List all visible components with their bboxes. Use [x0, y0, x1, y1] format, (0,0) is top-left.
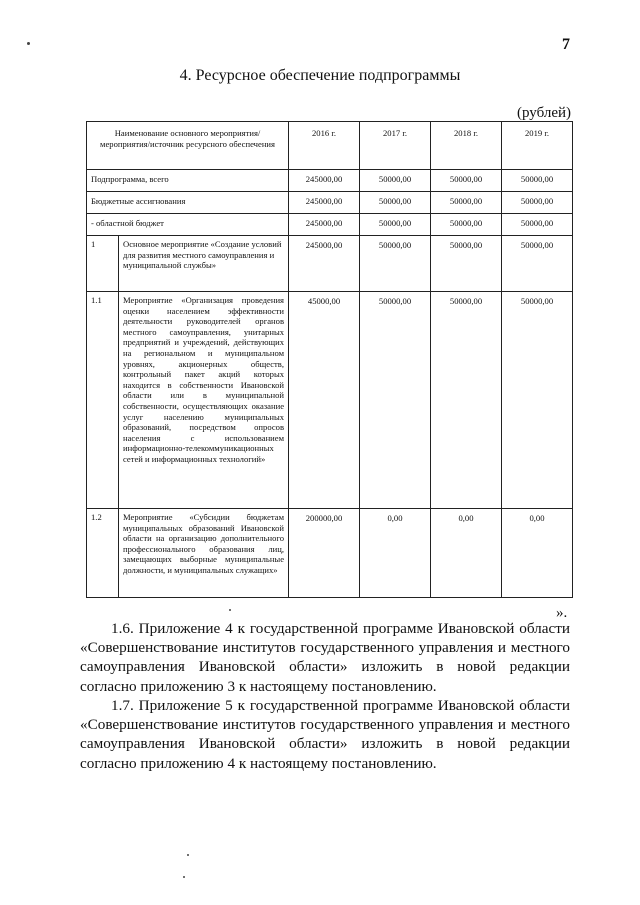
cell-value: 50000,00 [431, 214, 502, 236]
row-number: 1.2 [87, 509, 119, 598]
cell-value: 50000,00 [502, 192, 573, 214]
unit-label: (рублей) [517, 105, 572, 121]
header-year: 2018 г. [431, 122, 502, 170]
cell-value: 50000,00 [431, 192, 502, 214]
row-label: Бюджетные ассигнования [87, 192, 289, 214]
cell-value: 245000,00 [289, 192, 360, 214]
row-label: - областной бюджет [87, 214, 289, 236]
section-heading: 4. Ресурсное обеспечение подпрограммы [179, 67, 461, 84]
cell-value: 50000,00 [360, 214, 431, 236]
cell-value: 0,00 [360, 509, 431, 598]
table-row [87, 214, 573, 236]
scan-speck [183, 876, 185, 878]
header-year: 2017 г. [360, 122, 431, 170]
scan-speck [187, 854, 189, 856]
cell-value: 50000,00 [502, 170, 573, 192]
cell-value: 245000,00 [289, 170, 360, 192]
paragraph-text: 1.6. Приложение 4 к государственной программе Ивановской области «Совершенствование институтов государственного управления и местного самоуправления Ивановской области» изложить в новой редакции согласно приложению 3 к настоящему постановлению. [80, 620, 570, 695]
cell-value: 50000,00 [360, 236, 431, 292]
cell-value: 45000,00 [289, 292, 360, 509]
cell-value: 50000,00 [502, 236, 573, 292]
table-row [87, 192, 573, 214]
paragraph-1-6 [80, 619, 570, 696]
row-label: Основное мероприятие «Создание условий для развития местного самоуправления и муниципальной службы» [119, 236, 289, 292]
scan-speck [27, 42, 30, 45]
header-year: 2019 г. [502, 122, 573, 170]
cell-value: 50000,00 [360, 292, 431, 509]
cell-value: 245000,00 [289, 214, 360, 236]
table-row [87, 236, 573, 292]
row-number: 1 [87, 236, 119, 292]
cell-value: 200000,00 [289, 509, 360, 598]
row-label: Подпрограмма, всего [87, 170, 289, 192]
cell-value: 245000,00 [289, 236, 360, 292]
cell-value: 50000,00 [431, 170, 502, 192]
paragraph-text: 1.7. Приложение 5 к государственной программе Ивановской области «Совершенствование институтов государственного управления и местного самоуправления Ивановской области» изложить в новой редакции согласно приложению 4 к настоящему постановлению. [80, 697, 570, 772]
closing-quote: ». [556, 605, 568, 621]
row-label: Мероприятие «Организация проведения оценки населением эффективности деятельности руководителей органов местного самоуправления, унитарных предприятий и учреждений, действующих на региональном и муниципальном уровнях, акционерных обществ, контрольный пакет акций которых находится в собственности Ивановской области или в муниципальной собственности, осуществляющих оказание услуг населению муниципальных образований, посредством опросов населения с использованием информационно-телекоммуникационных сетей и информационных технологий» [119, 292, 289, 509]
header-name: Наименование основного мероприятия/мероприятия/источник ресурсного обеспечения [87, 122, 289, 170]
page-number: 7 [562, 36, 570, 53]
row-label: Мероприятие «Субсидии бюджетам муниципальных образований Ивановской области на организацию дополнительного профессионального образования лиц, замещающих выборные муниципальные должности, и муниципальных служащих» [119, 509, 289, 598]
table-row [87, 170, 573, 192]
row-number: 1.1 [87, 292, 119, 509]
cell-value: 50000,00 [431, 236, 502, 292]
cell-value: 50000,00 [360, 170, 431, 192]
table-row [87, 509, 573, 598]
paragraph-1-7 [80, 696, 570, 773]
cell-value: 50000,00 [431, 292, 502, 509]
table-header-row [87, 122, 573, 170]
header-year: 2016 г. [289, 122, 360, 170]
cell-value: 0,00 [502, 509, 573, 598]
cell-value: 50000,00 [502, 214, 573, 236]
resource-table [86, 121, 573, 598]
cell-value: 50000,00 [360, 192, 431, 214]
table-row [87, 292, 573, 509]
cell-value: 50000,00 [502, 292, 573, 509]
scan-speck [229, 609, 231, 611]
cell-value: 0,00 [431, 509, 502, 598]
